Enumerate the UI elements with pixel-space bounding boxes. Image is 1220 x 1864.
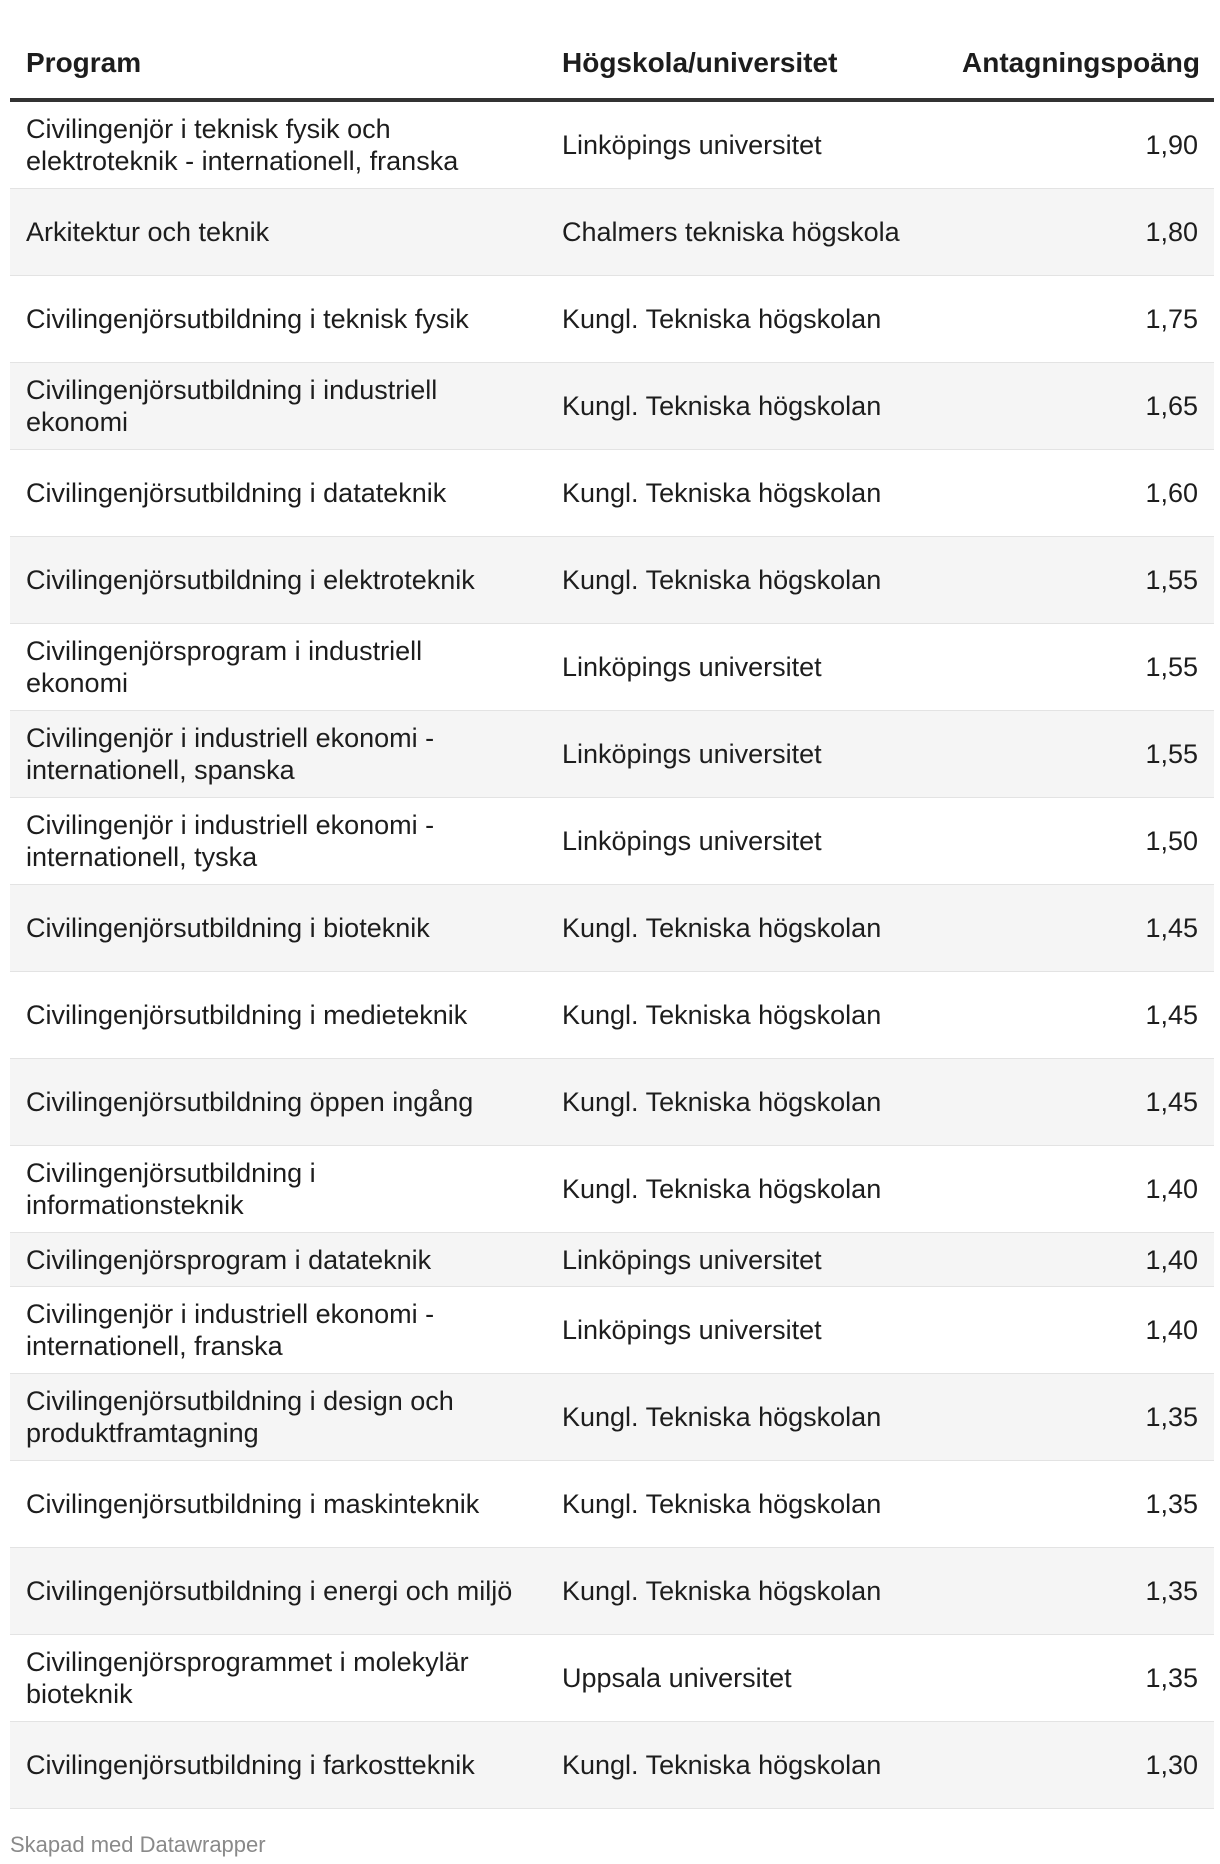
cell-points: 1,65 — [946, 363, 1214, 450]
cell-university: Kungl. Tekniska högskolan — [546, 1548, 946, 1635]
cell-university: Linköpings universitet — [546, 624, 946, 711]
cell-points: 1,45 — [946, 885, 1214, 972]
table-row — [10, 1287, 1214, 1374]
column-header-points[interactable]: Antagningspoäng — [946, 28, 1214, 100]
table-row — [10, 363, 1214, 450]
cell-points: 1,50 — [946, 798, 1214, 885]
cell-points: 1,90 — [946, 100, 1214, 189]
cell-university: Kungl. Tekniska högskolan — [546, 363, 946, 450]
cell-university: Linköpings universitet — [546, 1233, 946, 1287]
cell-program: Civilingenjör i industriell ekonomi - internationell, franska — [10, 1287, 546, 1374]
table-row — [10, 1059, 1214, 1146]
cell-points: 1,55 — [946, 711, 1214, 798]
cell-program: Civilingenjörsprogrammet i molekylär bioteknik — [10, 1635, 546, 1722]
cell-university: Kungl. Tekniska högskolan — [546, 972, 946, 1059]
table-row — [10, 1548, 1214, 1635]
cell-points: 1,80 — [946, 189, 1214, 276]
cell-program: Civilingenjör i teknisk fysik och elektroteknik - internationell, franska — [10, 100, 546, 189]
cell-program: Civilingenjörsutbildning i farkostteknik — [10, 1722, 546, 1809]
admission-points-table — [10, 28, 1214, 1809]
table-row — [10, 100, 1214, 189]
table-row — [10, 885, 1214, 972]
cell-university: Kungl. Tekniska högskolan — [546, 1461, 946, 1548]
table-header — [10, 28, 1214, 100]
cell-points: 1,35 — [946, 1548, 1214, 1635]
table-row — [10, 537, 1214, 624]
cell-university: Kungl. Tekniska högskolan — [546, 885, 946, 972]
table-row — [10, 189, 1214, 276]
table-row — [10, 972, 1214, 1059]
cell-university: Linköpings universitet — [546, 798, 946, 885]
header-row — [10, 28, 1214, 100]
cell-university: Kungl. Tekniska högskolan — [546, 1722, 946, 1809]
cell-program: Civilingenjör i industriell ekonomi - internationell, spanska — [10, 711, 546, 798]
table-row — [10, 1461, 1214, 1548]
table-row — [10, 1374, 1214, 1461]
table-row — [10, 1722, 1214, 1809]
table-row — [10, 276, 1214, 363]
table-row — [10, 624, 1214, 711]
table-body — [10, 100, 1214, 1809]
cell-program: Civilingenjörsprogram i industriell ekonomi — [10, 624, 546, 711]
cell-program: Civilingenjör i industriell ekonomi - internationell, tyska — [10, 798, 546, 885]
cell-program: Civilingenjörsprogram i datateknik — [10, 1233, 546, 1287]
column-header-university[interactable]: Högskola/universitet — [546, 28, 946, 100]
cell-program: Civilingenjörsutbildning i datateknik — [10, 450, 546, 537]
datawrapper-credit-link[interactable]: Skapad med Datawrapper — [10, 1832, 266, 1857]
cell-points: 1,40 — [946, 1287, 1214, 1374]
cell-university: Kungl. Tekniska högskolan — [546, 276, 946, 363]
table-row — [10, 1146, 1214, 1233]
cell-program: Arkitektur och teknik — [10, 189, 546, 276]
cell-program: Civilingenjörsutbildning i design och produktframtagning — [10, 1374, 546, 1461]
cell-university: Chalmers tekniska högskola — [546, 189, 946, 276]
cell-program: Civilingenjörsutbildning i maskinteknik — [10, 1461, 546, 1548]
cell-university: Uppsala universitet — [546, 1635, 946, 1722]
cell-points: 1,55 — [946, 537, 1214, 624]
cell-points: 1,40 — [946, 1233, 1214, 1287]
cell-university: Kungl. Tekniska högskolan — [546, 1059, 946, 1146]
cell-points: 1,30 — [946, 1722, 1214, 1809]
cell-points: 1,60 — [946, 450, 1214, 537]
cell-points: 1,45 — [946, 972, 1214, 1059]
cell-university: Kungl. Tekniska högskolan — [546, 537, 946, 624]
cell-university: Linköpings universitet — [546, 100, 946, 189]
cell-points: 1,75 — [946, 276, 1214, 363]
cell-university: Linköpings universitet — [546, 711, 946, 798]
cell-university: Kungl. Tekniska högskolan — [546, 450, 946, 537]
column-header-program[interactable]: Program — [10, 28, 546, 100]
cell-university: Kungl. Tekniska högskolan — [546, 1374, 946, 1461]
cell-program: Civilingenjörsutbildning i medieteknik — [10, 972, 546, 1059]
cell-program: Civilingenjörsutbildning öppen ingång — [10, 1059, 546, 1146]
cell-points: 1,35 — [946, 1635, 1214, 1722]
table-row — [10, 711, 1214, 798]
cell-points: 1,55 — [946, 624, 1214, 711]
cell-university: Linköpings universitet — [546, 1287, 946, 1374]
table-row — [10, 1635, 1214, 1722]
cell-program: Civilingenjörsutbildning i informationsteknik — [10, 1146, 546, 1233]
cell-points: 1,40 — [946, 1146, 1214, 1233]
table-row — [10, 1233, 1214, 1287]
cell-points: 1,45 — [946, 1059, 1214, 1146]
cell-program: Civilingenjörsutbildning i teknisk fysik — [10, 276, 546, 363]
cell-program: Civilingenjörsutbildning i industriell ekonomi — [10, 363, 546, 450]
cell-program: Civilingenjörsutbildning i energi och miljö — [10, 1548, 546, 1635]
cell-university: Kungl. Tekniska högskolan — [546, 1146, 946, 1233]
table-row — [10, 450, 1214, 537]
cell-points: 1,35 — [946, 1374, 1214, 1461]
cell-program: Civilingenjörsutbildning i bioteknik — [10, 885, 546, 972]
table-row — [10, 798, 1214, 885]
cell-program: Civilingenjörsutbildning i elektroteknik — [10, 537, 546, 624]
cell-points: 1,35 — [946, 1461, 1214, 1548]
